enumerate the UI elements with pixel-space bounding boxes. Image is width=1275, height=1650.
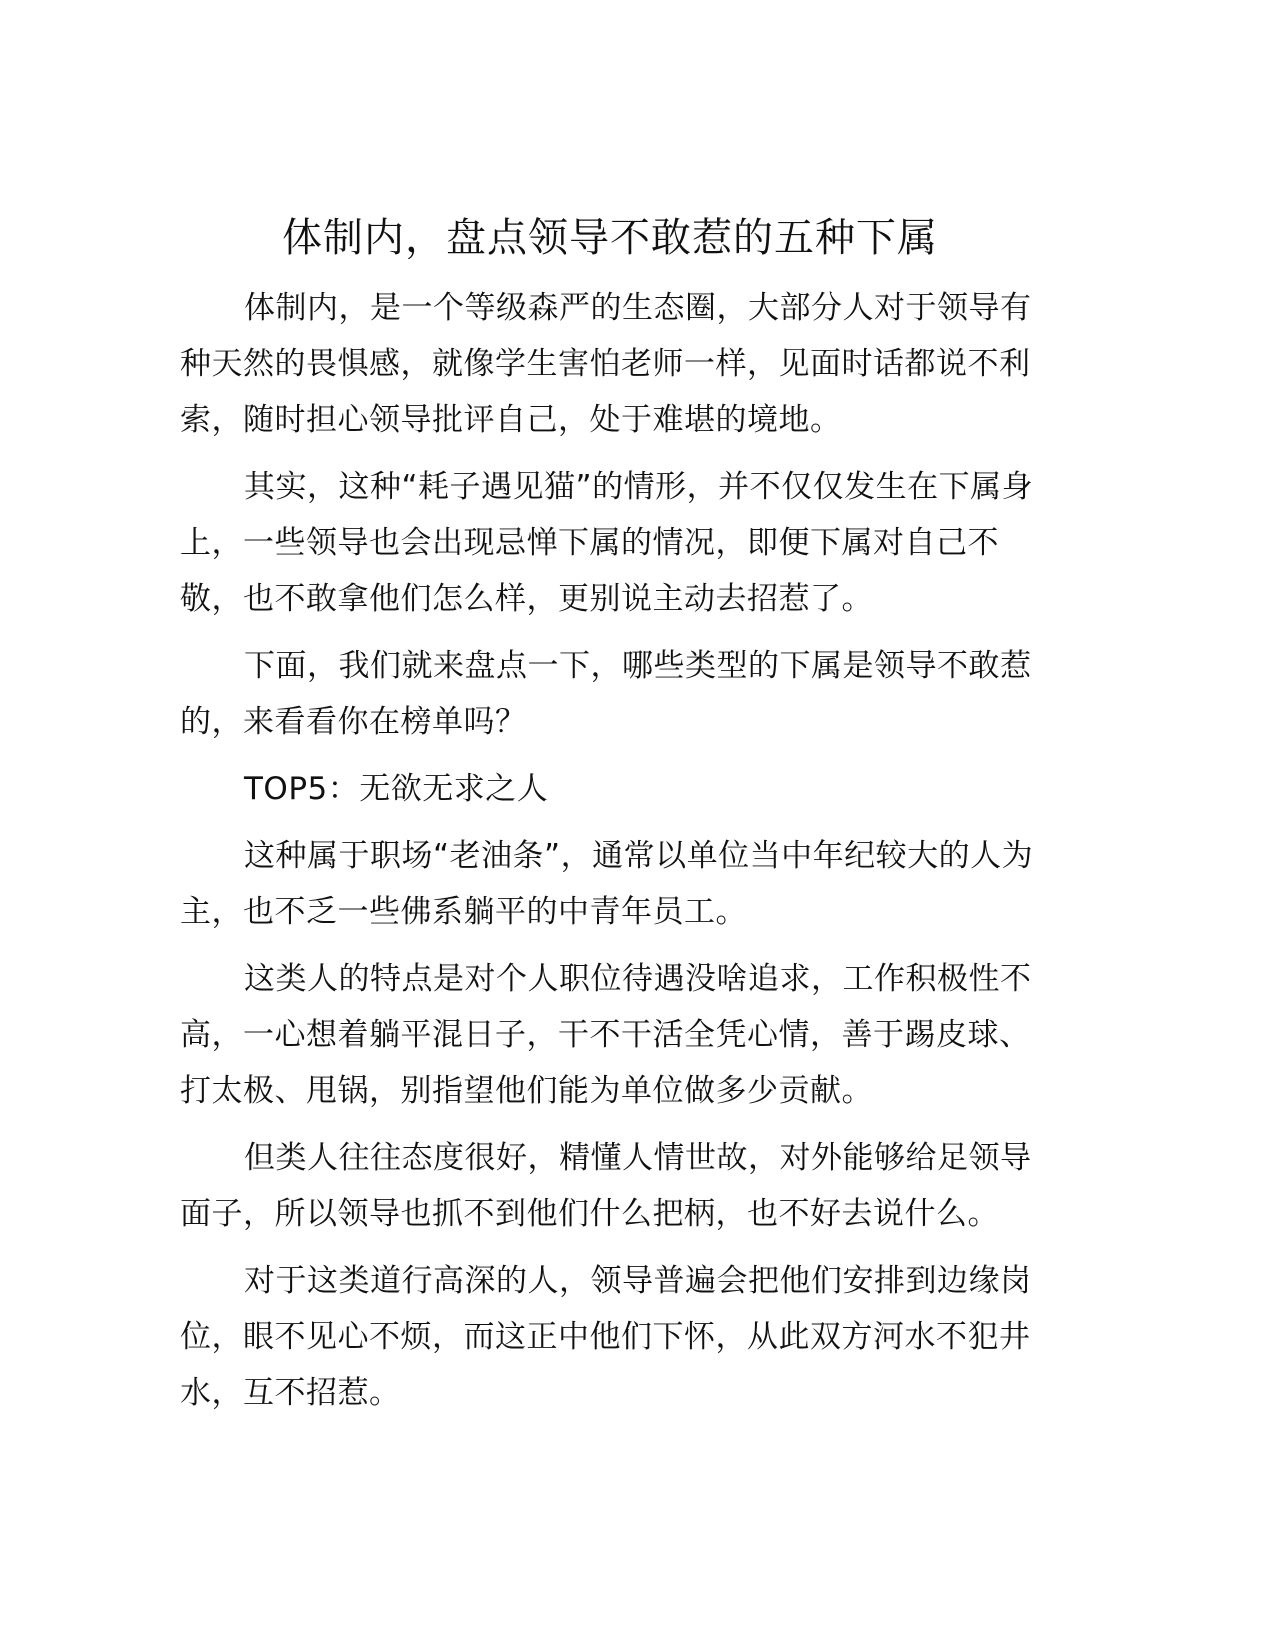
paragraph: 对于这类道行高深的人，领导普遍会把他们安排到边缘岗位，眼不见心不烦，而这正中他们下怀，从此双方河水不犯井水，互不招惹。 [180,1263,1032,1411]
paragraph: 这类人的特点是对个人职位待遇没啥追求，工作积极性不高，一心想着躺平混日子，干不干活全凭心情，善于踢皮球、打太极、甩锅，别指望他们能为单位做多少贡献。 [180,961,1032,1109]
document-page [180,210,1040,1432]
paragraph: 其实，这种“耗子遇见猫”的情形，并不仅仅发生在下属身上，一些领导也会出现忌惮下属的情况，即便下属对自己不敬，也不敢拿他们怎么样，更别说主动去招惹了。 [180,469,1034,617]
document-title: 体制内，盘点领导不敢惹的五种下属 [282,215,938,261]
paragraph: 下面，我们就来盘点一下，哪些类型的下属是领导不敢惹的，来看看你在榜单吗？ [180,648,1032,740]
paragraph: 这种属于职场“老油条”，通常以单位当中年纪较大的人为主，也不乏一些佛系躺平的中青年员工。 [180,838,1034,930]
paragraph: 体制内，是一个等级森严的生态圈，大部分人对于领导有种天然的畏惧感，就像学生害怕老师一样，见面时话都说不利索，随时担心领导批评自己，处于难堪的境地。 [180,290,1032,438]
paragraph: 但类人往往态度很好，精懂人情世故，对外能够给足领导面子，所以领导也抓不到他们什么把柄，也不好去说什么。 [180,1140,1032,1232]
section-heading: TOP5：无欲无求之人 [244,771,549,807]
